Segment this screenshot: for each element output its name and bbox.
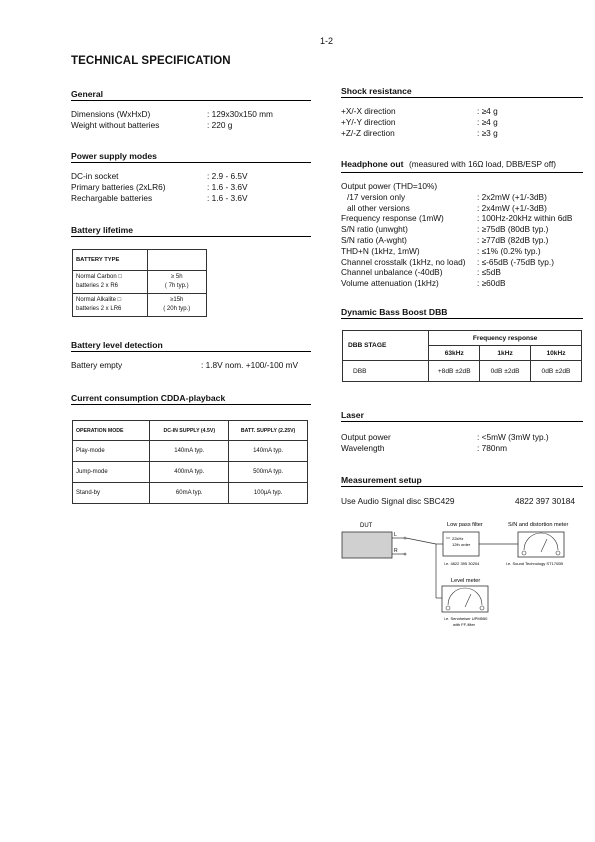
headphone-label: /17 version only — [347, 191, 406, 202]
general-rule — [71, 100, 311, 101]
consumption-rule — [71, 404, 311, 405]
consumption-heading: Current consumption CDDA-playback — [71, 393, 226, 403]
table-row — [343, 361, 582, 382]
power-rule — [71, 162, 311, 163]
shock-label: +Z/-Z direction — [341, 128, 395, 138]
power-label: Primary batteries (2xLR6) — [71, 182, 166, 192]
shock-row — [341, 117, 581, 128]
battery-life-typ: ( 20h typ.) — [163, 306, 191, 312]
switch-arm — [406, 538, 436, 544]
consumption-header: BATT. SUPPLY (2.25V) — [229, 421, 308, 441]
power-row — [71, 171, 311, 182]
snd-title: S/N and distortion meter — [508, 522, 569, 528]
battery-level-rule — [71, 351, 311, 352]
general-value: : 220 g — [207, 120, 233, 130]
headphone-value: : 2x4mW (+1/-3dB) — [477, 202, 547, 213]
battery-life-cell — [147, 294, 206, 317]
dbb-freq-col: 10kHz — [530, 346, 581, 361]
headphone-value: : ≥60dB — [477, 278, 506, 289]
dbb-rule — [341, 318, 583, 319]
headphone-value: : ≤1% (0.2% typ.) — [477, 245, 541, 256]
laser-row — [341, 443, 581, 454]
headphone-label: Channel unbalance (-40dB) — [341, 267, 443, 278]
laser-label: Wavelength — [341, 443, 385, 453]
shock-label: +Y/-Y direction — [341, 117, 396, 127]
battery-type-line: Normal Carbon □ — [76, 274, 122, 280]
dc-current-cell: 400mA typ. — [150, 462, 229, 483]
headphone-label: S/N ratio (A-wght) — [341, 235, 407, 245]
measurement-heading: Measurement setup — [341, 475, 422, 485]
dut-box — [342, 532, 392, 558]
headphone-value: : ≤5dB — [477, 267, 501, 278]
dbb-table — [342, 330, 582, 382]
headphone-row — [341, 213, 586, 224]
batt-current-cell: 500mA typ. — [229, 462, 308, 483]
battery-type-cell — [73, 271, 148, 294]
battery-lifetime-rule — [71, 236, 311, 237]
batt-current-cell: 100µA typ. — [229, 483, 308, 504]
lpf-ref: i.e. 4822 395 30204 — [444, 561, 480, 566]
dc-current-cell: 60mA typ. — [150, 483, 229, 504]
headphone-value: : ≤-65dB (-75dB typ.) — [477, 256, 554, 267]
shock-value: : ≥4 g — [477, 106, 498, 116]
power-row — [71, 193, 311, 204]
shock-heading: Shock resistance — [341, 86, 412, 96]
battery-life-min: ≥15h — [170, 297, 184, 303]
headphone-value: : ≥77dB (82dB typ.) — [477, 235, 549, 245]
dbb-value: 0dB ±2dB — [480, 361, 531, 382]
lpf-freq: 22kHz — [452, 536, 464, 541]
headphone-label: Channel crosstalk (1kHz, no load) — [341, 256, 466, 267]
lpf-order: 12th order — [452, 542, 471, 547]
headphone-label: THD+N (1kHz, 1mW) — [341, 245, 420, 256]
lpf-title: Low pass filter — [447, 522, 483, 528]
mode-cell: Stand-by — [73, 483, 150, 504]
headphone-row — [341, 257, 586, 268]
shock-value: : ≥3 g — [477, 128, 498, 138]
dbb-freq-col: 1kHz — [480, 346, 531, 361]
dc-current-cell: 140mA typ. — [150, 441, 229, 462]
laser-value: : 780nm — [477, 443, 507, 453]
dbb-value: 0dB ±2dB — [530, 361, 581, 382]
table-row — [73, 271, 207, 294]
consumption-header: DC-IN SUPPLY (4.5V) — [150, 421, 229, 441]
table-row — [73, 462, 308, 483]
dbb-freq-col: 63kHz — [429, 346, 480, 361]
mode-cell: Play-mode — [73, 441, 150, 462]
level-ref: i.e. Sennheiser UPM550 — [444, 616, 488, 621]
shock-row — [341, 106, 581, 117]
general-row — [71, 109, 311, 120]
power-heading: Power supply modes — [71, 151, 157, 161]
mode-cell: Jump-mode — [73, 462, 150, 483]
battery-lifetime-heading: Battery lifetime — [71, 225, 134, 235]
general-label: Dimensions (WxHxD) — [71, 109, 151, 119]
table-row — [73, 294, 207, 317]
headphone-value: : ≥75dB (80dB typ.) — [477, 224, 549, 235]
headphone-value: : 2x2mW (+1/-3dB) — [477, 191, 547, 202]
table-row — [73, 441, 308, 462]
shock-rule — [341, 97, 583, 98]
headphone-label: Output power (THD=10%) — [341, 181, 438, 191]
dbb-freq-header: Frequency response — [429, 331, 582, 346]
laser-value: : <5mW (3mW typ.) — [477, 432, 549, 442]
dut-pin-r: R — [394, 548, 398, 554]
headphone-heading-line — [341, 159, 586, 170]
headphone-row — [341, 235, 586, 246]
general-label: Weight without batteries — [71, 120, 160, 130]
dut-pin-l: L — [394, 532, 397, 538]
battery-level-row — [71, 360, 331, 371]
general-value: : 129x30x150 mm — [207, 109, 273, 119]
switch-contact — [404, 537, 406, 539]
disc-label: Use Audio Signal disc SBC429 — [341, 496, 455, 506]
battery-header-blank — [147, 250, 206, 271]
headphone-row — [341, 224, 586, 235]
battery-type-line: Normal Alkalite □ — [76, 297, 122, 303]
headphone-value: : 100Hz-20kHz within 6dB — [477, 213, 573, 224]
battery-type-line: batteries 2 x R6 — [76, 283, 119, 289]
shock-row — [341, 128, 581, 139]
laser-rule — [341, 421, 583, 422]
headphone-heading: Headphone out — [341, 159, 404, 169]
headphone-heading-note: (measured with 16Ω load, DBB/ESP off) — [409, 159, 557, 169]
laser-heading: Laser — [341, 410, 364, 420]
dbb-row-label: DBB — [343, 361, 429, 382]
battery-level-heading: Battery level detection — [71, 340, 163, 350]
headphone-row — [341, 203, 586, 214]
shock-value: : ≥4 g — [477, 117, 498, 127]
general-row — [71, 120, 311, 131]
batt-current-cell: 140mA typ. — [229, 441, 308, 462]
level-title: Level meter — [451, 578, 481, 584]
headphone-label: Frequency response (1mW) — [341, 213, 444, 224]
disc-code: 4822 397 30184 — [515, 496, 575, 506]
dut-label: DUT — [360, 523, 373, 529]
power-row — [71, 182, 311, 193]
laser-row — [341, 432, 581, 443]
consumption-table — [72, 420, 308, 504]
battery-level-value: : 1.8V nom. +100/-100 mV — [201, 360, 299, 370]
headphone-row — [341, 181, 586, 192]
battery-type-cell — [73, 294, 148, 317]
shock-label: +X/-X direction — [341, 106, 396, 116]
dbb-heading: Dynamic Bass Boost DBB — [341, 307, 448, 317]
headphone-row — [341, 246, 586, 257]
headphone-label: all other versions — [347, 202, 410, 213]
switch-contact — [404, 553, 406, 555]
battery-lifetime-table — [72, 249, 207, 317]
power-label: Rechargable batteries — [71, 193, 153, 203]
measurement-disc-row — [341, 496, 586, 507]
headphone-row — [341, 192, 586, 203]
battery-level-label: Battery empty — [71, 360, 123, 370]
power-value: : 1.6 - 3.6V — [207, 193, 248, 203]
battery-type-header: BATTERY TYPE — [73, 250, 148, 271]
headphone-row — [341, 267, 586, 278]
power-label: DC-in socket — [71, 171, 119, 181]
general-heading: General — [71, 89, 104, 99]
page-title: TECHNICAL SPECIFICATION — [71, 55, 231, 67]
battery-life-min: ≥ 5h — [170, 274, 183, 280]
consumption-header: OPERATION MODE — [73, 421, 150, 441]
headphone-label: Volume attenuation (1kHz) — [341, 278, 439, 289]
measurement-diagram — [336, 514, 586, 634]
dbb-stage-header: DBB STAGE — [343, 331, 429, 361]
battery-life-cell — [147, 271, 206, 294]
dbb-value: +8dB ±2dB — [429, 361, 480, 382]
battery-type-line: batteries 2 x LR6 — [76, 306, 122, 312]
page-number: 1-2 — [320, 36, 334, 46]
table-row — [73, 483, 308, 504]
headphone-label: S/N ratio (unwght) — [341, 224, 408, 235]
measurement-rule — [341, 486, 583, 487]
power-value: : 1.6 - 3.6V — [207, 182, 248, 192]
headphone-row — [341, 278, 586, 289]
power-value: : 2.9 - 6.5V — [207, 171, 248, 181]
headphone-rule — [341, 172, 583, 173]
snd-ref: i.e. Sound Technology ST1700B — [506, 561, 564, 566]
level-ref: with FF-filter — [453, 622, 475, 627]
laser-label: Output power — [341, 432, 391, 442]
battery-life-typ: ( 7h typ.) — [164, 283, 189, 289]
